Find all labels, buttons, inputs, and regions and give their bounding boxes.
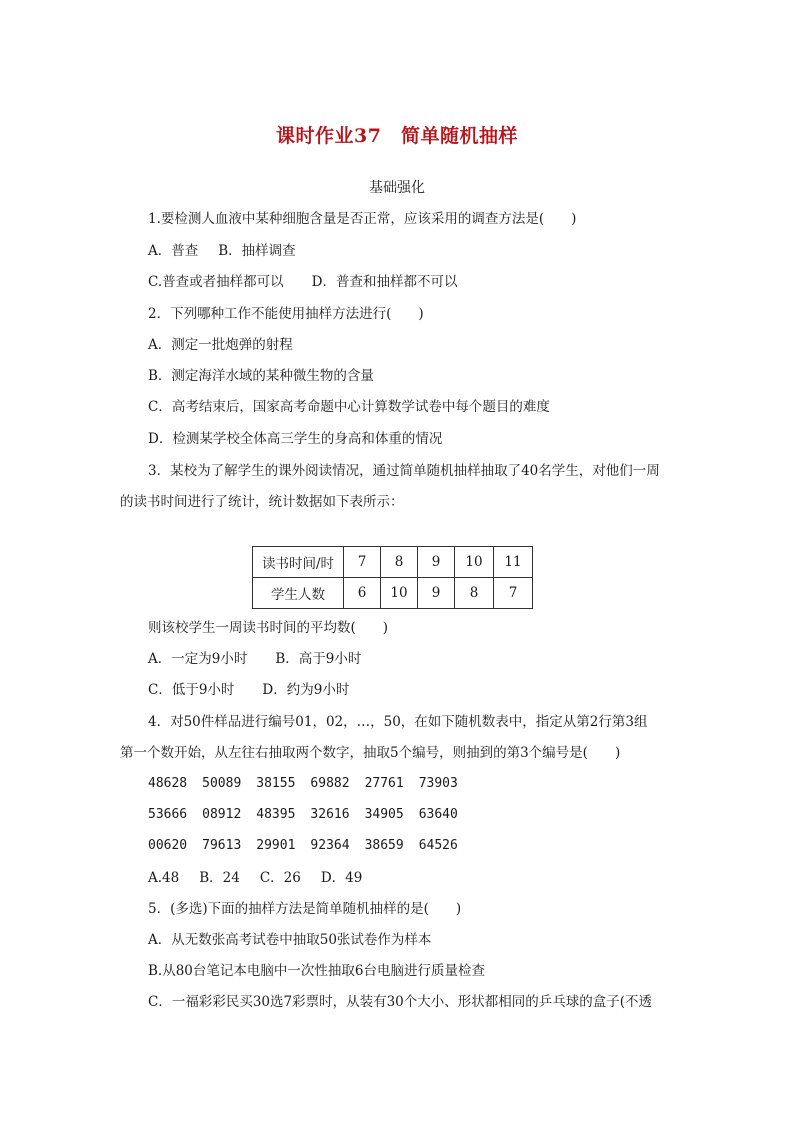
q3-options-ab <box>148 650 361 668</box>
table-cell: 10 <box>381 578 418 609</box>
q2-option-d: D．检测某学校全体高三学生的身高和体重的情况 <box>148 431 443 447</box>
random-number: 79613 <box>202 838 242 853</box>
q1-options-ab <box>148 242 296 260</box>
random-number: 34905 <box>364 807 404 822</box>
q3-options-cd <box>148 681 349 699</box>
table-cell: 11 <box>494 547 533 578</box>
q3-stem-line1: 3．某校为了解学生的课外阅读情况，通过简单随机抽样抽取了40名学生，对他们一周 <box>148 463 660 479</box>
q4-option-a: A.48 <box>148 870 180 886</box>
table-row-header: 学生人数 <box>253 578 344 609</box>
q3-option-a: A．一定为9小时 <box>148 651 248 667</box>
page-title: 课时作业37 简单随机抽样 <box>276 125 518 147</box>
random-table-row-1 <box>148 776 473 791</box>
q1-options-cd <box>148 273 457 291</box>
random-number: 63640 <box>418 807 458 822</box>
q4-option-c: C．26 <box>259 870 301 886</box>
random-number: 53666 <box>148 807 188 822</box>
random-number: 38155 <box>256 776 296 791</box>
table-cell: 9 <box>418 578 455 609</box>
random-table-row-3 <box>148 838 473 853</box>
table-row-header: 读书时间/时 <box>253 547 344 578</box>
q3-option-c: C．低于9小时 <box>148 682 235 698</box>
q1-option-d: D．普查和抽样都不可以 <box>311 274 458 290</box>
random-number: 48395 <box>256 807 296 822</box>
q2-stem: 2．下列哪种工作不能使用抽样方法进行( ) <box>148 306 424 322</box>
q3-option-b: B．高于9小时 <box>275 651 362 667</box>
random-number: 50089 <box>202 776 242 791</box>
table-cell: 7 <box>494 578 533 609</box>
q2-option-c: C．高考结束后，国家高考命题中心计算数学试卷中每个题目的难度 <box>148 399 550 415</box>
random-table-row-2 <box>148 807 473 822</box>
q1-option-a: A．普查 <box>148 243 199 259</box>
random-number: 69882 <box>310 776 350 791</box>
q3-stem-line2: 的读书时间进行了统计，统计数据如下表所示： <box>120 494 404 510</box>
reading-time-table <box>252 546 533 609</box>
q4-stem-line2: 第一个数开始，从左往右抽取两个数字，抽取5个编号，则抽到的第3个编号是( ) <box>120 745 621 761</box>
q5-option-b: B.从80台笔记本电脑中一次性抽取6台电脑进行质量检查 <box>148 963 485 979</box>
random-number: 48628 <box>148 776 188 791</box>
q2-option-b: B．测定海洋水域的某种微生物的含量 <box>148 368 374 384</box>
q4-stem-line1: 4．对50件样品进行编号01，02，…，50，在如下随机数表中，指定从第2行第3组 <box>148 714 648 730</box>
q1-option-b: B．抽样调查 <box>218 243 296 259</box>
section-heading: 基础强化 <box>369 180 425 196</box>
random-number: 32616 <box>310 807 350 822</box>
q3-question: 则该校学生一周读书时间的平均数( ) <box>148 620 389 636</box>
table-cell: 6 <box>344 578 381 609</box>
table-cell: 9 <box>418 547 455 578</box>
table-cell: 8 <box>381 547 418 578</box>
random-number: 27761 <box>364 776 404 791</box>
random-number: 92364 <box>310 838 350 853</box>
random-number: 00620 <box>148 838 188 853</box>
table-row <box>253 578 533 609</box>
random-number: 29901 <box>256 838 296 853</box>
q4-option-d: D．49 <box>320 870 363 886</box>
q3-option-d: D．约为9小时 <box>262 682 350 698</box>
random-number: 64526 <box>418 838 458 853</box>
table-row <box>253 547 533 578</box>
random-number: 08912 <box>202 807 242 822</box>
q5-option-a: A．从无数张高考试卷中抽取50张试卷作为样本 <box>148 932 432 948</box>
table-cell: 8 <box>455 578 494 609</box>
q4-option-b: B．24 <box>199 870 240 886</box>
q1-option-c: C.普查或者抽样都可以 <box>148 274 284 290</box>
q5-option-c: C．一福彩彩民买30选7彩票时，从装有30个大小、形状都相同的乒乓球的盒子(不透 <box>148 994 653 1010</box>
q1-stem: 1.要检测人血液中某种细胞含量是否正常，应该采用的调查方法是( ) <box>148 211 577 227</box>
q5-stem: 5．(多选)下面的抽样方法是简单随机抽样的是( ) <box>148 901 462 917</box>
table-cell: 10 <box>455 547 494 578</box>
q4-options <box>148 869 362 887</box>
random-number: 38659 <box>364 838 404 853</box>
random-number: 73903 <box>418 776 458 791</box>
q2-option-a: A．测定一批炮弹的射程 <box>148 337 293 353</box>
table-cell: 7 <box>344 547 381 578</box>
